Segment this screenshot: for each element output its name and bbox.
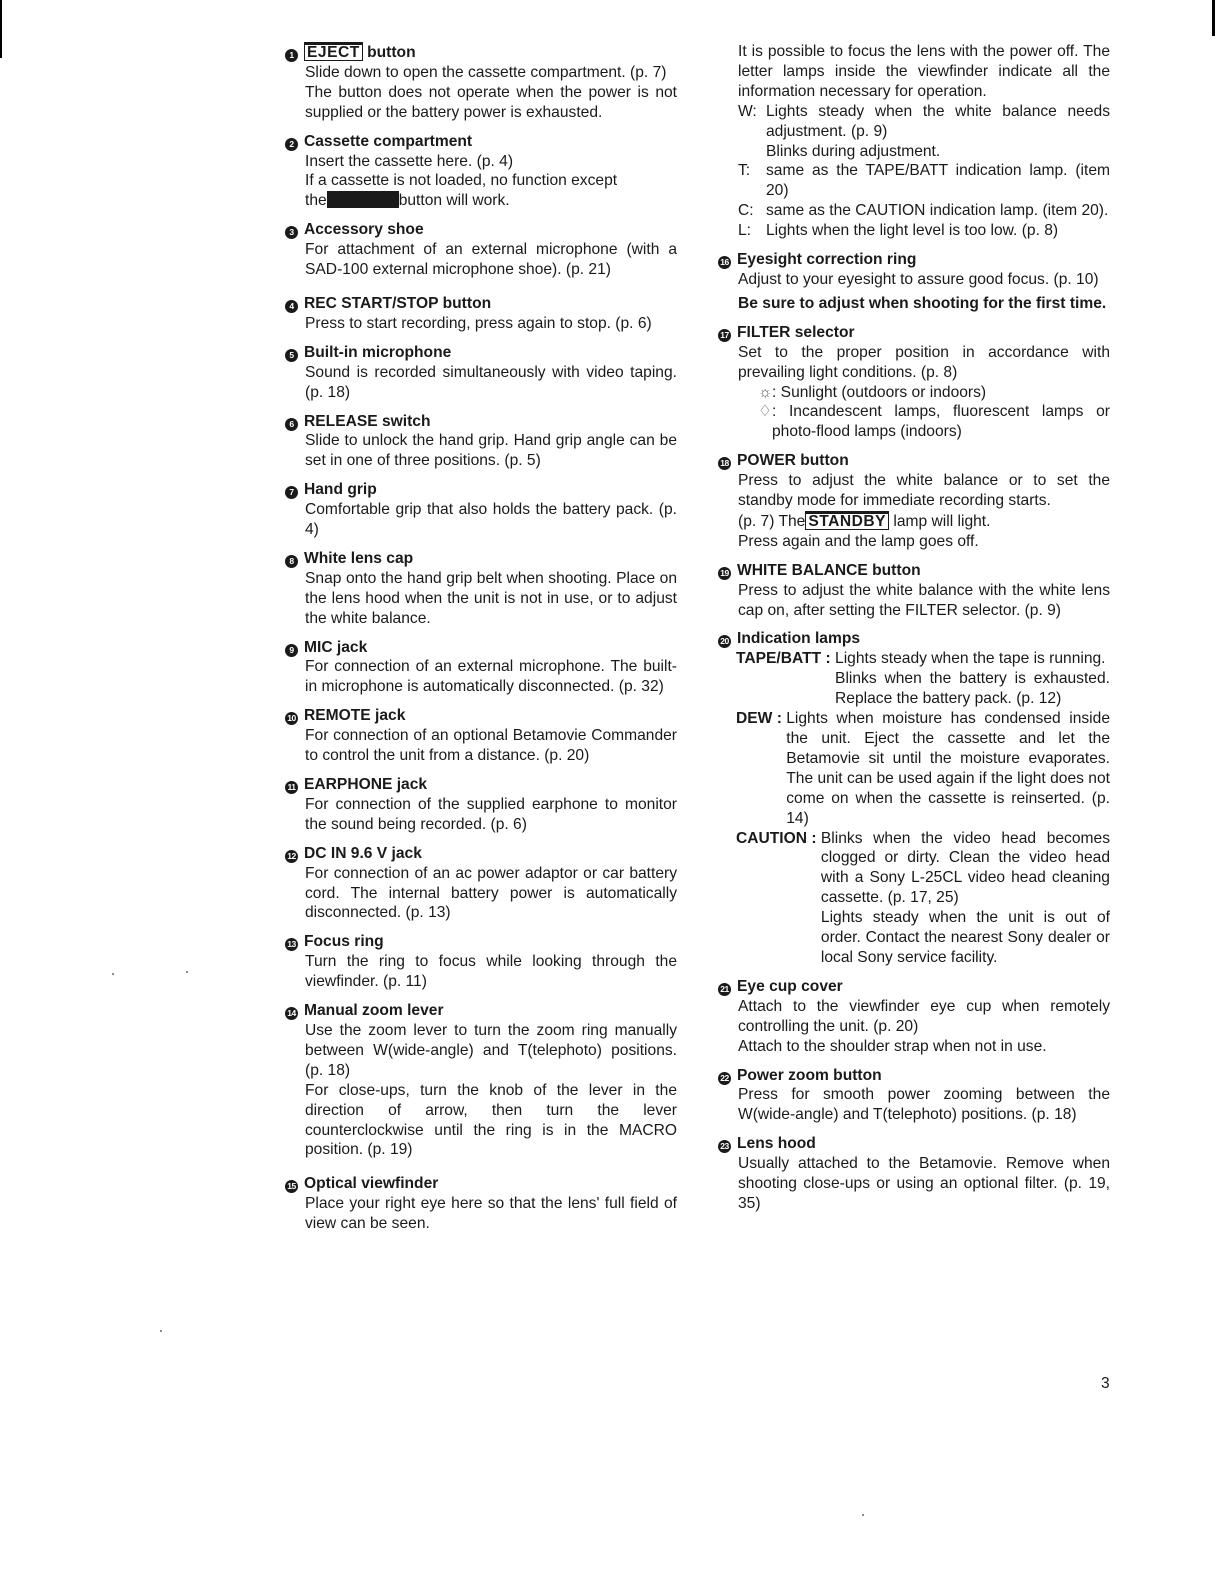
- item-title: button: [367, 44, 416, 61]
- eject-badge: EJECT: [304, 42, 363, 61]
- item-number: 3: [285, 226, 298, 239]
- item-text: Slide down to open the cassette compartment. (p. 7): [305, 63, 667, 81]
- item-number: 22: [718, 1072, 731, 1085]
- item-number: 19: [718, 567, 731, 580]
- item-text: For close-ups, turn the knob of the lever in the direction of arrow, then turn the lever counterclockwise until the ring is in the MACRO position. (p. 19): [305, 1081, 677, 1159]
- item-note: Be sure to adjust when shooting for the first time.: [738, 294, 1107, 312]
- item-title: Optical viewfinder: [304, 1175, 439, 1193]
- item-number: 9: [285, 644, 298, 657]
- item-text: button will work.: [398, 192, 510, 210]
- right-column: [718, 42, 1110, 1223]
- scan-edge-right: [1212, 0, 1215, 36]
- item-eject-button: [285, 42, 677, 123]
- item-title: DC IN 9.6 V jack: [304, 844, 422, 862]
- item-white-balance-button: [718, 561, 1110, 621]
- scan-speck: [862, 1514, 864, 1516]
- item-text: Press to adjust the white balance or to set the standby mode for immediate recording starts.: [738, 472, 1110, 510]
- item-hand-grip: [285, 480, 677, 540]
- item-title: RELEASE switch: [304, 412, 431, 430]
- item-cassette-compartment: [285, 132, 677, 212]
- item-text: For attachment of an external microphone (with a SAD-100 external microphone shoe). (p. 21): [305, 241, 677, 279]
- item-number: 18: [718, 457, 731, 470]
- item-power-zoom-button: [718, 1066, 1110, 1126]
- item-text: The button does not operate when the power is not supplied or the battery power is exhausted.: [305, 83, 677, 121]
- item-number: 4: [285, 300, 298, 313]
- lamp-icon: ♢: [758, 403, 772, 421]
- item-title: REC START/STOP button: [304, 294, 492, 312]
- item-text: Press to start recording, press again to stop. (p. 6): [305, 314, 652, 332]
- item-title: Hand grip: [304, 481, 377, 499]
- item-optical-viewfinder: [285, 1174, 677, 1234]
- lamp-dew: DEW : Lights when moisture has condensed inside the unit. Eject the cassette and let the Betamovie sit until the moisture evaporates. The unit can be used again if the light does not come on when the cassette is reinserted. (p. 14): [736, 710, 1110, 827]
- lamp-tape-batt: TAPE/BATT : Lights steady when the tape is running. Blinks when the battery is exhausted. Replace the battery pack. (p. 12): [736, 650, 1110, 708]
- item-text: Press for smooth power zooming between the W(wide-angle) and T(telephoto) positions. (p. 18): [738, 1086, 1110, 1124]
- filter-option-sun: ☼ : Sunlight (outdoors or indoors): [758, 383, 987, 401]
- item-title: MIC jack: [304, 638, 368, 656]
- item-text: For connection of an ac power adaptor or car battery cord. The internal battery power is automatically disconnected. (p. 13): [305, 864, 677, 922]
- item-text: Use the zoom lever to turn the zoom ring manually between W(wide-angle) and T(telephoto) positions. (p. 18): [305, 1021, 677, 1079]
- item-power-button: 18 POWER button Press to adjust the white balance or to set the standby mode for immediate recording starts. (p. 7) The STANDBY lamp will light. Press again and the lamp goes off.: [718, 451, 1110, 552]
- item-indication-lamps: [718, 629, 1110, 967]
- standby-badge: STANDBY: [805, 511, 889, 530]
- item-release-switch: [285, 412, 677, 472]
- item-number: 6: [285, 418, 298, 431]
- item-filter-selector: [718, 323, 1110, 442]
- item-text: Slide to unlock the hand grip. Hand grip angle can be set in one of three positions. (p. 5): [305, 432, 677, 470]
- item-number: 1: [285, 49, 298, 62]
- item-text: For connection of the supplied earphone to monitor the sound being recorded. (p. 6): [305, 795, 677, 833]
- item-mic-jack: [285, 638, 677, 698]
- item-number: 20: [718, 635, 731, 648]
- item-title: Eye cup cover: [737, 977, 843, 995]
- item-text: Turn the ring to focus while looking through the viewfinder. (p. 11): [305, 953, 677, 991]
- scan-speck: [186, 971, 188, 973]
- item-title: WHITE BALANCE button: [737, 561, 921, 579]
- item-title: EARPHONE jack: [304, 776, 428, 793]
- item-title: Eyesight correction ring: [737, 251, 917, 269]
- item-title: Power zoom button: [737, 1066, 882, 1084]
- left-column: [285, 42, 677, 1243]
- item-focus-ring: [285, 932, 677, 992]
- item-remote-jack: [285, 706, 677, 766]
- sun-icon: ☼: [758, 383, 773, 401]
- item-number: 10: [285, 712, 298, 725]
- item-title: FILTER selector: [737, 323, 855, 341]
- item-number: 16: [718, 256, 731, 269]
- item-text: Press to adjust the white balance with the white lens cap on, after setting the FILTER selector. (p. 9): [738, 581, 1110, 619]
- item-text: For connection of an external microphone. The built-in microphone is automatically disconnected. (p. 32): [305, 658, 677, 696]
- item-text: Set to the proper position in accordance with prevailing light conditions. (p. 8): [738, 343, 1110, 381]
- item-text: Attach to the shoulder strap when not in use.: [738, 1037, 1047, 1055]
- item-number: 5: [285, 349, 298, 362]
- item-eyesight-correction-ring: [718, 250, 1110, 314]
- item-title: REMOTE jack: [304, 707, 406, 725]
- item-number: 14: [285, 1007, 298, 1020]
- filter-option-lamp: ♢ : Incandescent lamps, fluorescent lamps or photo-flood lamps (indoors): [758, 403, 1110, 441]
- indicator-w: W: Lights steady when the white balance needs adjustment. (p. 9) Blinks during adjustment.: [738, 102, 1110, 160]
- item-eye-cup-cover: [718, 977, 1110, 1057]
- item-text: the: [305, 192, 327, 210]
- item-text: Usually attached to the Betamovie. Remove when shooting close-ups or using an optional filter. (p. 19, 35): [738, 1155, 1110, 1212]
- item-number: 12: [285, 850, 298, 863]
- item-accessory-shoe: [285, 220, 677, 280]
- item-title: POWER button: [737, 452, 849, 470]
- redacted-button-label: [327, 191, 399, 208]
- item-white-lens-cap: [285, 549, 677, 629]
- indicator-l: L: Lights when the light level is too low. (p. 8): [738, 222, 1059, 240]
- item-title: Indication lamps: [737, 630, 861, 648]
- scan-edge-left: [0, 0, 2, 58]
- item-text: For connection of an optional Betamovie Commander to control the unit from a distance. (p. 20): [305, 727, 677, 765]
- item-number: 7: [285, 486, 298, 499]
- scan-speck: [112, 973, 114, 975]
- item-title: Built-in microphone: [304, 343, 452, 361]
- item-text: Snap onto the hand grip belt when shooting. Place on the lens hood when the unit is not in use, or to adjust the white balance.: [305, 569, 677, 627]
- item-title: Cassette compartment: [304, 132, 473, 150]
- item-number: 21: [718, 983, 731, 996]
- item-text: Insert the cassette here. (p. 4): [305, 152, 514, 170]
- indicator-t: T: same as the TAPE/BATT indication lamp. (item 20): [738, 162, 1110, 200]
- item-title: Accessory shoe: [304, 221, 424, 239]
- indicator-c: C: same as the CAUTION indication lamp. (item 20).: [738, 202, 1109, 220]
- item-title: Manual zoom lever: [304, 1002, 444, 1020]
- item-text: Comfortable grip that also holds the battery pack. (p. 4): [305, 501, 677, 539]
- page-number: 3: [1101, 1375, 1110, 1392]
- item-text: Adjust to your eyesight to assure good focus. (p. 10): [738, 270, 1099, 288]
- item-number: 8: [285, 555, 298, 568]
- item-number: 13: [285, 938, 298, 951]
- item-rec-start-stop: [285, 294, 677, 334]
- item-number: 2: [285, 138, 298, 151]
- item-text: If a cassette is not loaded, no function except: [305, 172, 618, 190]
- item-dc-in-jack: [285, 844, 677, 924]
- scan-speck: [160, 1330, 162, 1332]
- item-lens-hood: [718, 1134, 1110, 1214]
- item-text: Press again and the lamp goes off.: [738, 532, 979, 550]
- viewfinder-intro: [718, 42, 1110, 241]
- item-title: Focus ring: [304, 933, 384, 951]
- item-earphone-jack: [285, 775, 677, 835]
- item-number: 11: [285, 781, 298, 794]
- item-built-in-microphone: [285, 343, 677, 403]
- item-text: Sound is recorded simultaneously with video taping. (p. 18): [305, 363, 677, 401]
- item-text: Place your right eye here so that the lens' full field of view can be seen.: [305, 1195, 677, 1233]
- item-title: White lens cap: [304, 549, 414, 567]
- item-number: 23: [718, 1140, 731, 1153]
- lamp-caution: CAUTION : Blinks when the video head becomes clogged or dirty. Clean the video head with a Sony L-25CL video head cleaning cassette. (p. 17, 25) Lights steady when the unit is out of order. Contact the nearest Sony dealer or local Sony service facility.: [736, 829, 1110, 966]
- item-number: 17: [718, 329, 731, 342]
- item-text: Attach to the viewfinder eye cup when remotely controlling the unit. (p. 20): [738, 997, 1110, 1035]
- item-manual-zoom-lever: [285, 1001, 677, 1160]
- item-title: Lens hood: [737, 1135, 816, 1153]
- item-number: 15: [285, 1180, 298, 1193]
- intro-text: It is possible to focus the lens with the power off. The letter lamps inside the viewfinder indicate all the information necessary for operation.: [738, 43, 1110, 100]
